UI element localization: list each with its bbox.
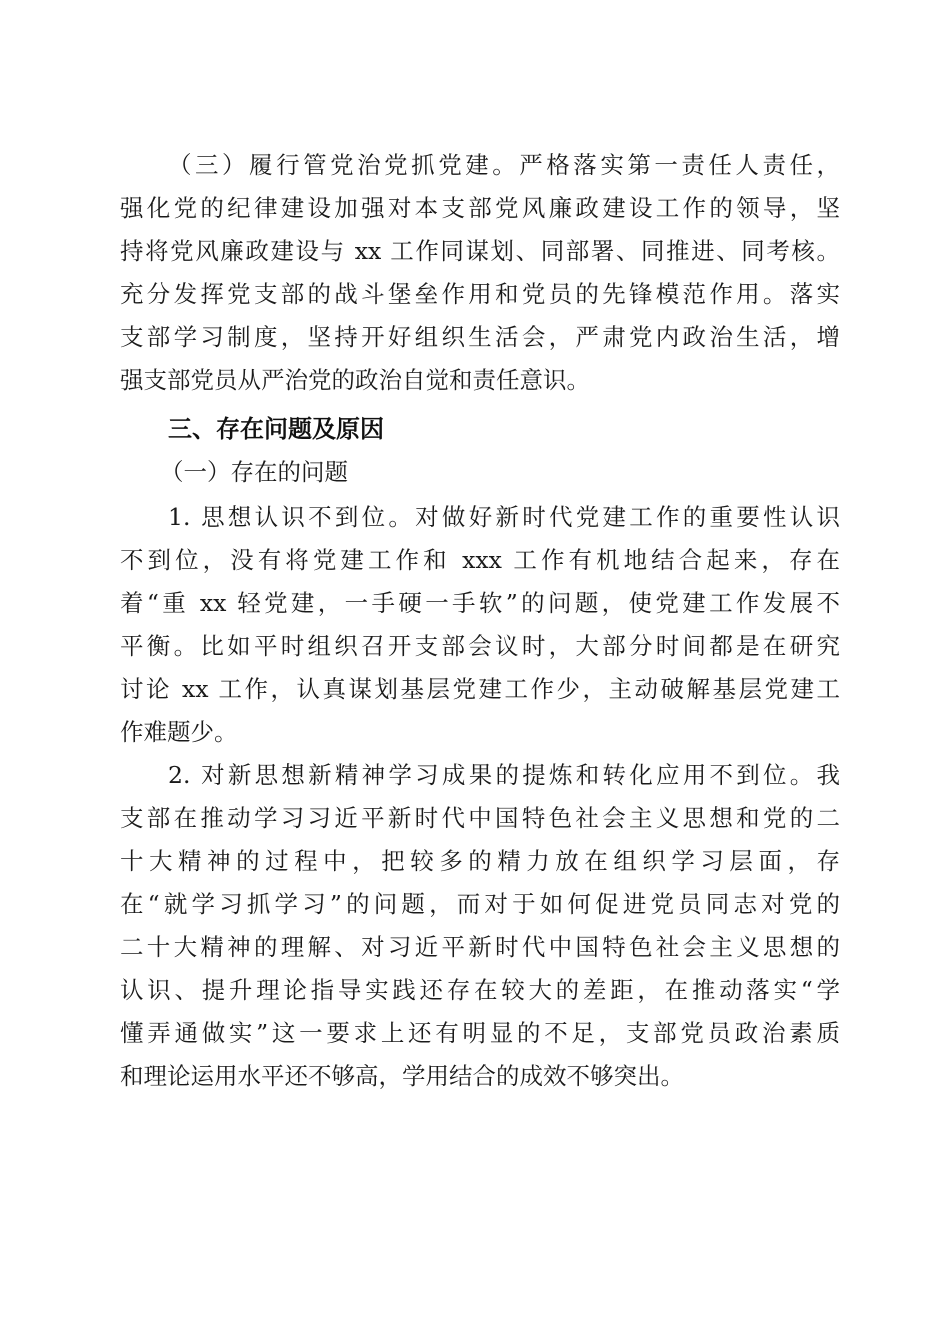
- paragraph-line: 认识、提升理论指导实践还存在较大的差距，在推动落实“学: [120, 976, 840, 1004]
- paragraph-line: 和理论运用水平还不够高，学用结合的成效不够突出。: [120, 1062, 684, 1090]
- paragraph-line: 支部在推动学习习近平新时代中国特色社会主义思想和党的二: [120, 804, 840, 832]
- paragraph-line: 在“就学习抓学习”的问题，而对于如何促进党员同志对党的: [120, 890, 840, 918]
- section-heading: 三、存在问题及原因: [168, 415, 384, 443]
- paragraph-line: 强化党的纪律建设加强对本支部党风廉政建设工作的领导，坚: [120, 194, 840, 222]
- paragraph-line: 二十大精神的理解、对习近平新时代中国特色社会主义思想的: [120, 933, 840, 961]
- paragraph-line: 支部学习制度，坚持开好组织生活会，严肃党内政治生活，增: [120, 323, 840, 351]
- subsection-heading: （一）存在的问题: [160, 458, 348, 486]
- paragraph-line: （三）履行管党治党抓党建。严格落实第一责任人责任，: [168, 151, 840, 179]
- paragraph-line: 不到位，没有将党建工作和 xxx 工作有机地结合起来，存在: [120, 546, 840, 574]
- paragraph-line: 平衡。比如平时组织召开支部会议时，大部分时间都是在研究: [120, 632, 840, 660]
- paragraph-line: 充分发挥党支部的战斗堡垒作用和党员的先锋模范作用。落实: [120, 280, 840, 308]
- paragraph-line: 着“重 xx 轻党建，一手硬一手软”的问题，使党建工作发展不: [120, 589, 840, 617]
- paragraph-line: 讨论 xx 工作，认真谋划基层党建工作少，主动破解基层党建工: [120, 675, 840, 703]
- paragraph-line: 2. 对新思想新精神学习成果的提炼和转化应用不到位。我: [168, 761, 840, 789]
- paragraph-line: 1. 思想认识不到位。对做好新时代党建工作的重要性认识: [168, 503, 840, 531]
- paragraph-line: 强支部党员从严治党的政治自觉和责任意识。: [120, 366, 590, 394]
- paragraph-line: 十大精神的过程中，把较多的精力放在组织学习层面，存: [120, 847, 840, 875]
- paragraph-line: 懂弄通做实”这一要求上还有明显的不足，支部党员政治素质: [120, 1019, 840, 1047]
- paragraph-line: 持将党风廉政建设与 xx 工作同谋划、同部署、同推进、同考核。: [120, 237, 840, 265]
- paragraph-line: 作难题少。: [120, 718, 238, 746]
